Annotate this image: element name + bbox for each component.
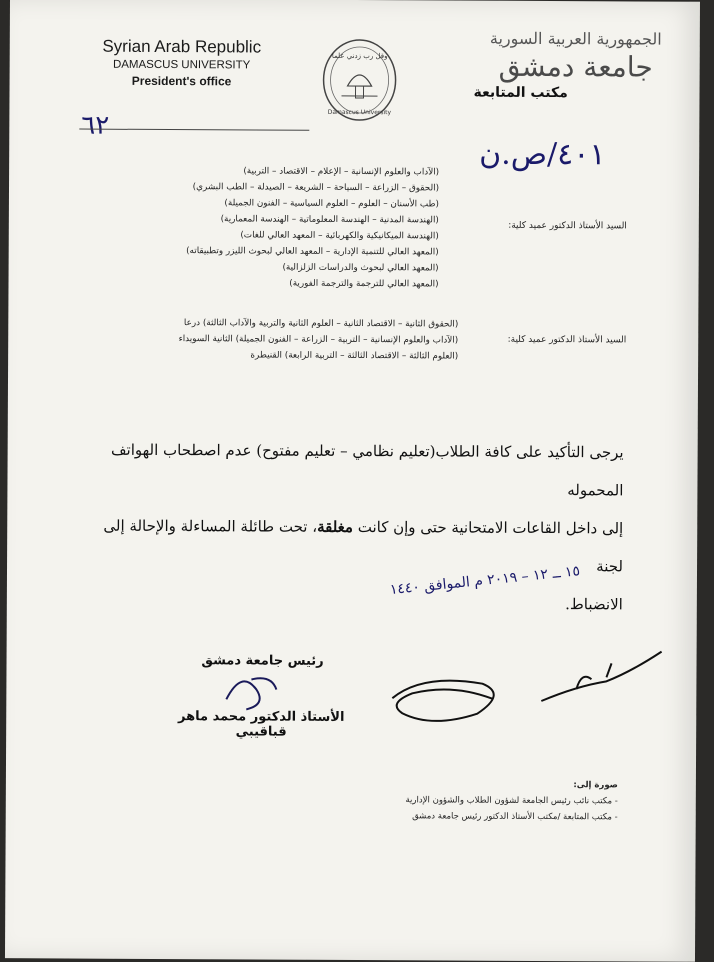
letterhead-arabic xyxy=(465,29,685,102)
office-name-ar: مكتب المتابعة xyxy=(473,84,568,102)
carbon-copy-list xyxy=(386,776,618,825)
distribution-row: (الآداب والعلوم الإنسانية – الإعلام – الاقتصاد – التربية) xyxy=(243,166,440,178)
body-line-2-start: إلى داخل القاعات الامتحانية حتى وإن كانت xyxy=(352,517,624,538)
distribution-row: (المعهد العالي للترجمة والترجمة الفورية) xyxy=(289,278,439,290)
handwritten-number: ٤٠١/ص.ن xyxy=(479,136,606,173)
document-page xyxy=(5,0,700,962)
body-line-3: الانضباط. xyxy=(565,595,623,614)
reference-underline xyxy=(79,129,309,131)
distribution-row: (الآداب والعلوم الإنسانية – التربية – الزراعة – الفنون الجميلة) الثانية السويداء xyxy=(178,334,459,346)
body-line-1: يرجى التأكيد على كافة الطلاب(تعليم نظامي – تعليم مفتوح) عدم اصطحاب الهواتف المحموله xyxy=(110,440,624,500)
cc-heading: صورة إلى: xyxy=(573,780,618,791)
distribution-row: (الحقوق – الزراعة – السياحة – الشريعة – الصيدلة – الطب البشري) xyxy=(192,182,440,194)
letter-body xyxy=(103,431,624,624)
cc-item: - مكتب المتابعة /مكتب الأستاذ الدكتور رئيس جامعة دمشق xyxy=(412,811,618,823)
distribution-list-2 xyxy=(118,315,458,365)
cc-item: - مكتب نائب رئيس الجامعة لشؤون الطلاب والشؤون الإدارية xyxy=(405,795,618,807)
addressee-1: السيد الأستاذ الدكتور عميد كلية: xyxy=(508,220,627,232)
distribution-row: (الهندسة المدنية – الهندسة المعلوماتية – الهندسة المعمارية) xyxy=(220,214,439,226)
president-title: رئيس جامعة دمشق xyxy=(201,653,324,669)
university-seal xyxy=(319,36,399,124)
distribution-row: (المعهد العالي لبحوث والدراسات الزلزالية) xyxy=(282,262,439,274)
addressee-2: السيد الأستاذ الدكتور عميد كلية: xyxy=(507,334,627,346)
university-name-ar: جامعة دمشق xyxy=(498,49,653,84)
body-line-2-end: ، تحت طائلة المساءلة والإحالة إلى لجنة xyxy=(103,516,624,576)
university-name-en: DAMASCUS UNIVERSITY xyxy=(112,58,251,72)
letterhead-english xyxy=(82,37,282,89)
seal-arabic-text: وقل رب زدني علما xyxy=(331,51,388,61)
distribution-row: (الهندسة الميكانيكية والكهربائية – المعهد العالي للغات) xyxy=(240,230,439,242)
handwritten-date: ١٥ ــ ١٢ – ٢٠١٩ م الموافق ١٤٤٠ xyxy=(389,563,581,599)
reference-number: ٦٢ xyxy=(81,110,110,141)
distribution-row: (الحقوق الثانية – الاقتصاد الثانية – العلوم الثانية والتربية والآداب الثالثة) درعا xyxy=(183,318,459,330)
country-name-ar: الجمهورية العربية السورية xyxy=(489,28,662,49)
seal-english-text: Damascus University xyxy=(327,108,392,117)
distribution-row: (طب الأسنان – العلوم – العلوم السياسية – الفنون الجميلة) xyxy=(224,198,439,210)
president-name: الأستاذ الدكتور محمد ماهر قباقيبي xyxy=(178,709,345,740)
oval-signature xyxy=(382,668,512,729)
distribution-row: (المعهد العالي للتنمية الإدارية – المعهد العالي لبحوث الليزر وتطبيقاته) xyxy=(186,246,439,258)
body-emphasis-closed: مغلقة xyxy=(317,517,354,536)
distribution-list-1 xyxy=(118,163,439,293)
distribution-row: (العلوم الثالثة – الاقتصاد الثالثة – التربية الرابعة) القنيطرة xyxy=(250,350,459,362)
country-name-en: Syrian Arab Republic xyxy=(102,36,262,57)
office-name-en: President's office xyxy=(131,73,232,89)
scribble-signature xyxy=(536,641,666,712)
